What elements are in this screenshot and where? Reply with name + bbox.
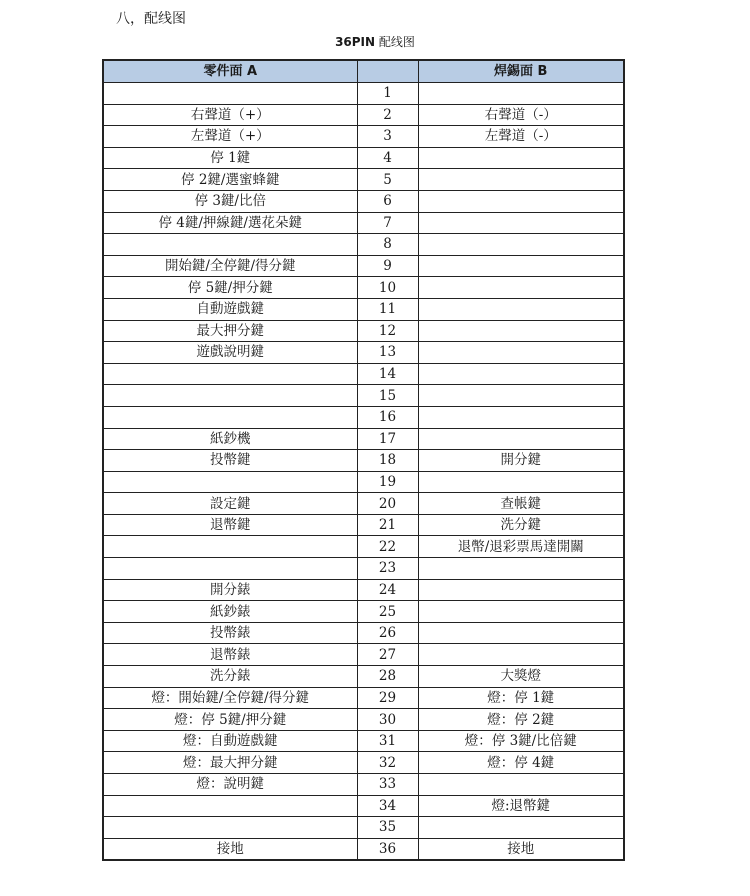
side-b-cell [418,83,624,105]
table-row [103,536,624,558]
table-row [103,730,624,752]
pin-number-cell: 12 [357,320,418,342]
pin-number-cell: 26 [357,622,418,644]
side-b-cell [418,190,624,212]
pin-number-cell: 24 [357,579,418,601]
table-row [103,190,624,212]
side-a-cell [103,83,357,105]
side-b-cell [418,169,624,191]
side-b-cell [418,255,624,277]
side-b-cell [418,363,624,385]
side-a-cell: 燈：自動遊戲鍵 [103,730,357,752]
pin-number-cell: 32 [357,752,418,774]
section-heading: 八，配线图 [116,11,186,27]
table-row [103,83,624,105]
table-row [103,774,624,796]
side-b-cell [418,471,624,493]
pin-number-cell: 8 [357,234,418,256]
pin-number-cell: 6 [357,190,418,212]
side-b-cell [418,774,624,796]
table-row [103,795,624,817]
side-b-cell: 洗分鍵 [418,514,624,536]
side-a-cell [103,536,357,558]
side-a-cell: 停 3鍵/比倍 [103,190,357,212]
side-a-cell: 開分錶 [103,579,357,601]
table-row [103,212,624,234]
pin-number-cell: 5 [357,169,418,191]
side-b-cell [418,406,624,428]
side-a-cell [103,795,357,817]
side-a-cell: 左聲道（+） [103,126,357,148]
pin-number-cell: 30 [357,709,418,731]
side-b-cell [418,147,624,169]
side-b-cell [418,579,624,601]
side-b-cell [418,622,624,644]
pin-number-cell: 33 [357,774,418,796]
side-a-cell [103,385,357,407]
pin-wiring-table [102,59,625,861]
side-b-cell: 右聲道（-） [418,104,624,126]
pin-number-cell: 31 [357,730,418,752]
side-b-cell: 燈：停 3鍵/比倍鍵 [418,730,624,752]
table-row [103,450,624,472]
side-a-cell: 自動遊戲鍵 [103,298,357,320]
side-a-cell [103,817,357,839]
pin-number-cell: 16 [357,406,418,428]
pin-number-cell: 34 [357,795,418,817]
pin-number-cell: 36 [357,838,418,860]
side-b-cell: 左聲道（-） [418,126,624,148]
side-a-cell: 投幣鍵 [103,450,357,472]
side-b-cell: 接地 [418,838,624,860]
side-a-cell [103,406,357,428]
table-row [103,428,624,450]
table-caption [0,34,750,50]
header-side-a: 零件面 A [103,60,357,83]
side-a-cell [103,471,357,493]
side-a-cell: 紙鈔機 [103,428,357,450]
pin-number-cell: 20 [357,493,418,515]
side-b-cell [418,817,624,839]
table-row [103,169,624,191]
side-a-cell: 右聲道（+） [103,104,357,126]
table-row [103,363,624,385]
table-row [103,385,624,407]
pin-number-cell: 1 [357,83,418,105]
pin-number-cell: 23 [357,558,418,580]
pin-number-cell: 9 [357,255,418,277]
side-a-cell [103,363,357,385]
pin-number-cell: 2 [357,104,418,126]
pin-number-cell: 14 [357,363,418,385]
side-a-cell: 停 1鍵 [103,147,357,169]
pin-number-cell: 27 [357,644,418,666]
side-b-cell [418,428,624,450]
side-b-cell [418,644,624,666]
pin-number-cell: 35 [357,817,418,839]
side-b-cell: 燈：停 2鍵 [418,709,624,731]
side-b-cell: 燈：停 4鍵 [418,752,624,774]
table-row [103,277,624,299]
side-b-cell: 退幣/退彩票馬達開關 [418,536,624,558]
side-b-cell: 開分鍵 [418,450,624,472]
pin-number-cell: 25 [357,601,418,623]
table-row [103,558,624,580]
side-a-cell: 投幣錶 [103,622,357,644]
side-a-cell: 開始鍵/全停鍵/得分鍵 [103,255,357,277]
table-row [103,709,624,731]
table-row [103,752,624,774]
side-b-cell [418,558,624,580]
side-a-cell: 洗分錶 [103,666,357,688]
side-a-cell: 最大押分鍵 [103,320,357,342]
table-row [103,817,624,839]
table-row [103,147,624,169]
side-b-cell [418,342,624,364]
pin-number-cell: 15 [357,385,418,407]
table-row [103,406,624,428]
side-b-cell [418,298,624,320]
table-row [103,514,624,536]
side-b-cell: 燈:退幣鍵 [418,795,624,817]
side-b-cell [418,234,624,256]
side-b-cell [418,277,624,299]
table-row [103,601,624,623]
pin-number-cell: 4 [357,147,418,169]
side-a-cell: 紙鈔錶 [103,601,357,623]
side-b-cell [418,385,624,407]
table-row [103,298,624,320]
table-row [103,579,624,601]
side-b-cell [418,212,624,234]
side-a-cell: 接地 [103,838,357,860]
side-a-cell: 退幣錶 [103,644,357,666]
table-row [103,320,624,342]
side-a-cell: 燈：說明鍵 [103,774,357,796]
table-caption-pin: 36PIN [335,35,376,49]
side-a-cell: 停 5鍵/押分鍵 [103,277,357,299]
pin-number-cell: 21 [357,514,418,536]
table-row [103,471,624,493]
pin-number-cell: 28 [357,666,418,688]
pin-number-cell: 3 [357,126,418,148]
pin-number-cell: 18 [357,450,418,472]
pin-number-cell: 11 [357,298,418,320]
table-caption-label: 配线图 [378,35,415,49]
side-b-cell [418,601,624,623]
side-a-cell: 燈：開始鍵/全停鍵/得分鍵 [103,687,357,709]
pin-number-cell: 10 [357,277,418,299]
side-b-cell: 大獎燈 [418,666,624,688]
side-a-cell: 遊戲說明鍵 [103,342,357,364]
side-a-cell [103,558,357,580]
header-pin [357,60,418,83]
table-row [103,666,624,688]
side-b-cell: 燈：停 1鍵 [418,687,624,709]
side-a-cell: 燈：停 5鍵/押分鍵 [103,709,357,731]
pin-number-cell: 29 [357,687,418,709]
table-row [103,104,624,126]
table-row [103,255,624,277]
table-row [103,493,624,515]
side-a-cell: 停 2鍵/選蜜蜂鍵 [103,169,357,191]
side-a-cell: 退幣鍵 [103,514,357,536]
pin-number-cell: 7 [357,212,418,234]
side-a-cell: 設定鍵 [103,493,357,515]
table-row [103,126,624,148]
pin-number-cell: 19 [357,471,418,493]
side-b-cell [418,320,624,342]
pin-number-cell: 17 [357,428,418,450]
side-a-cell [103,234,357,256]
table-row [103,234,624,256]
header-side-b: 焊錫面 B [418,60,624,83]
table-row [103,838,624,860]
table-row [103,687,624,709]
table-row [103,644,624,666]
side-b-cell: 查帳鍵 [418,493,624,515]
table-row [103,342,624,364]
table-header-row [103,60,624,83]
side-a-cell: 停 4鍵/押線鍵/選花朵鍵 [103,212,357,234]
pin-number-cell: 13 [357,342,418,364]
pin-number-cell: 22 [357,536,418,558]
table-row [103,622,624,644]
side-a-cell: 燈：最大押分鍵 [103,752,357,774]
